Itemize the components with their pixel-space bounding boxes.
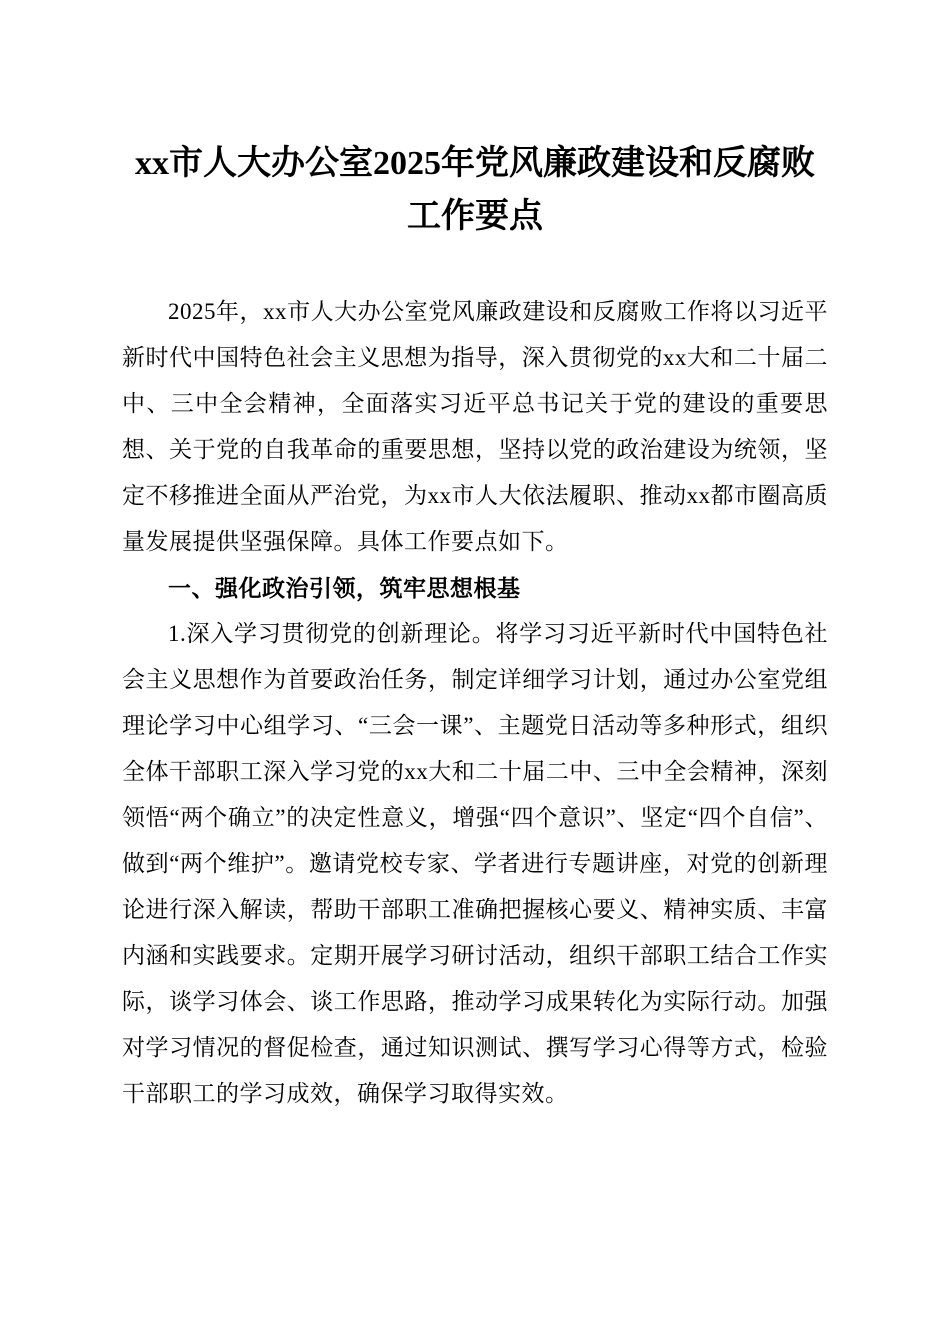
intro-paragraph: 2025年，xx市人大办公室党风廉政建设和反腐败工作将以习近平新时代中国特色社会主义思想为指导，深入贯彻党的xx大和二十届二中、三中全会精神，全面落实习近平总书记关于党的建设的重要思想、关于党的自我革命的重要思想，坚持以党的政治建设为统领，坚定不移推进全面从严治党，为xx市人大依法履职、推动xx都市圈高质量发展提供坚强保障。具体工作要点如下。 xyxy=(122,299,828,555)
section-heading-1: 一、强化政治引领，筑牢思想根基 xyxy=(168,575,521,602)
document-title: xx市人大办公室2025年党风廉政建设和反腐败工作要点 xyxy=(135,145,815,235)
point-1-paragraph: 1.深入学习贯彻党的创新理论。将学习习近平新时代中国特色社会主义思想作为首要政治任务，制定详细学习计划，通过办公室党组理论学习中心组学习、“三会一课”、主题党日活动等多种形式，组织全体干部职工深入学习党的xx大和二十届二中、三中全会精神，深刻领悟“两个确立”的决定性意义，增强“四个意识”、坚定“四个自信”、做到“两个维护”。邀请党校专家、学者进行专题讲座，对党的创新理论进行深入解读，帮助干部职工准确把握核心要义、精神实质、丰富内涵和实践要求。定期开展学习研讨活动，组织干部职工结合工作实际，谈学习体会、谈工作思路，推动学习成果转化为实际行动。加强对学习情况的督促检查，通过知识测试、撰写学习心得等方式，检验干部职工的学习成效，确保学习取得实效。 xyxy=(122,621,828,1107)
